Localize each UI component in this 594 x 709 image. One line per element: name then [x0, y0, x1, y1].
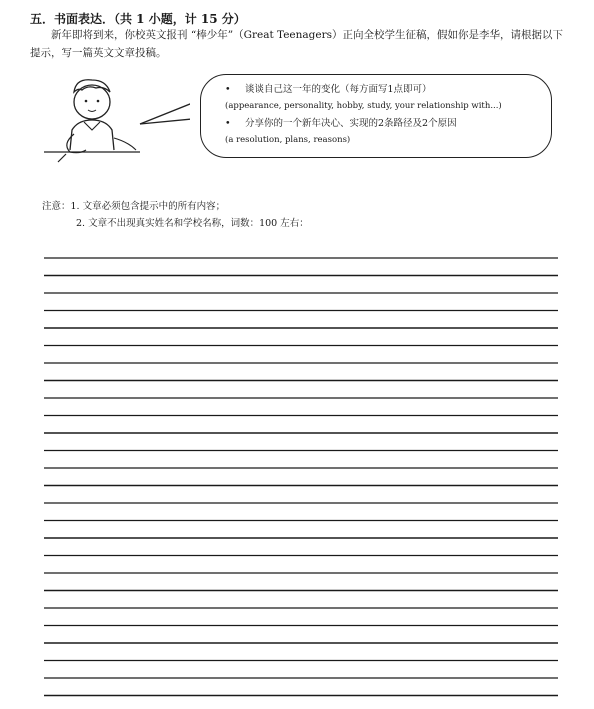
prompt-point-1-sub: (appearance, personality, hobby, study, your relationship with...): [225, 101, 502, 111]
section-heading: 五．书面表达．（共 1 小题，计 15 分）: [30, 12, 246, 26]
prompt-point-1: 谈谈自己这一年的变化（每方面写1点即可）: [245, 84, 432, 95]
prompt-point-2-sub: (a resolution, plans, reasons): [225, 135, 351, 145]
task-instructions: 新年即将到来，你校英文报刊 “棒少年”（Great Teenagers）正向全校学生征稿，假如你是李华，请根据以下提示，写一篇英文文章投稿。: [30, 29, 563, 59]
bullet-1: •: [225, 84, 231, 95]
notes-label: 注意：: [42, 201, 71, 212]
note-item-1: 1. 文章必须包含提示中的所有内容；: [70, 201, 226, 212]
prompt-point-2: 分享你的一个新年决心、实现的2条路径及2个原因: [245, 118, 457, 129]
writing-lines: [44, 258, 558, 696]
bullet-2: •: [225, 118, 231, 129]
note-item-2: 2. 文章不出现真实姓名和学校名称，词数：100 左右：: [76, 218, 309, 229]
